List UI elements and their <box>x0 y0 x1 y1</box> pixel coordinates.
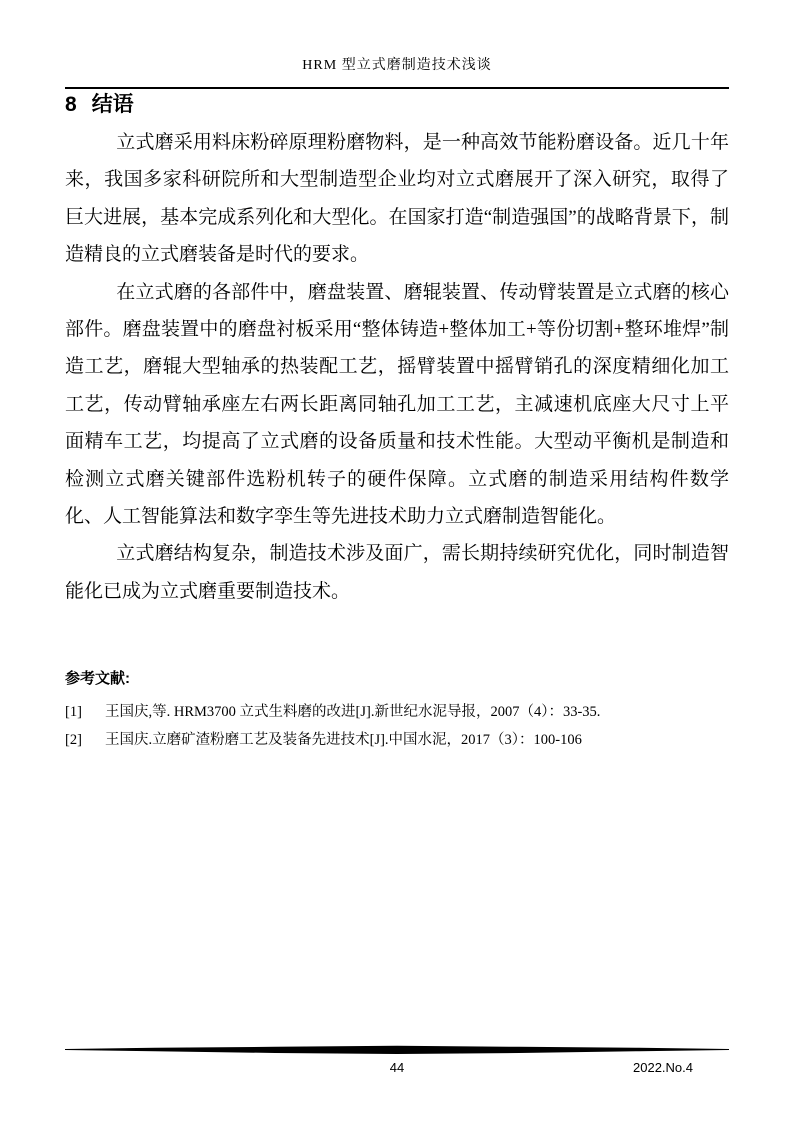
body-text <box>65 124 729 610</box>
reference-text: 王国庆.立磨矿渣粉磨工艺及装备先进技术[J].中国水泥，2017（3）：100-106 <box>105 732 582 748</box>
running-head-title: HRM 型立式磨制造技术浅谈 <box>302 58 492 73</box>
reference-item <box>65 726 729 754</box>
section-number: 8 <box>65 93 77 116</box>
reference-index: [2] <box>65 732 82 748</box>
paragraph-2: 在立式磨的各部件中，磨盘装置、磨辊装置、传动臂装置是立式磨的核心部件。磨盘装置中的磨盘衬板采用“整体铸造+整体加工+等份切割+整环堆焊”制造工艺，磨辊大型轴承的热装配工艺，摇臂装置中摇臂销孔的深度精细化加工工艺，传动臂轴承座左右两长距离同轴孔加工工艺，主减速机底座大尺寸上平面精车工艺，均提高了立式磨的设备质量和技术性能。大型动平衡机是制造和检测立式磨关键部件选粉机转子的硬件保障。立式磨的制造采用结构件数学化、人工智能算法和数字孪生等先进技术助力立式磨制造智能化。 <box>65 281 729 528</box>
paragraph-1: 立式磨采用料床粉碎原理粉磨物料，是一种高效节能粉磨设备。近几十年来，我国多家科研院所和大型制造型企业均对立式磨展开了深入研究，取得了巨大进展，基本完成系列化和大型化。在国家打造“制造强国”的战略背景下，制造精良的立式磨装备是时代的要求。 <box>65 132 729 266</box>
page-number: 44 <box>389 1060 405 1075</box>
section-heading <box>65 91 729 118</box>
reference-text: 王国庆,等. HRM3700 立式生料磨的改进[J].新世纪水泥导报，2007（4）：33-35. <box>105 704 601 720</box>
references-section <box>65 668 729 754</box>
header-divider <box>65 87 729 89</box>
reference-item <box>65 698 729 726</box>
reference-index: [1] <box>65 704 82 720</box>
references-heading: 参考文献: <box>65 670 130 687</box>
paragraph-3: 立式磨结构复杂，制造技术涉及面广，需长期持续研究优化，同时制造智能化已成为立式磨重要制造技术。 <box>65 543 729 602</box>
section-title: 结语 <box>91 93 134 116</box>
page-footer <box>65 1058 729 1078</box>
footer-divider <box>65 1044 729 1056</box>
issue-label: 2022.No.4 <box>633 1060 693 1075</box>
